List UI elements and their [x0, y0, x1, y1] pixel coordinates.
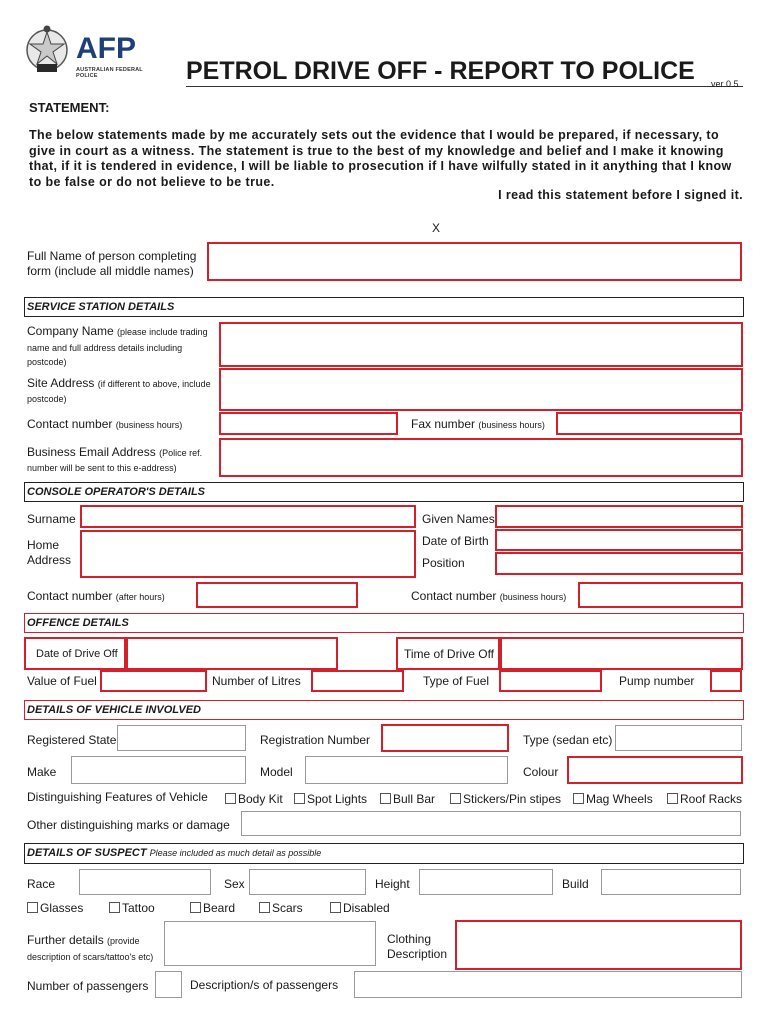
model-input[interactable]	[305, 756, 508, 784]
checkbox-square[interactable]	[294, 793, 305, 804]
race-input[interactable]	[79, 869, 211, 895]
registration-number-input[interactable]	[381, 724, 509, 752]
clothing-label: Clothing	[387, 932, 432, 946]
scars-label: Scars	[272, 901, 303, 915]
home-address-label-2: Address	[27, 553, 72, 567]
logo-subtext: AUSTRALIAN FEDERAL POLICE	[76, 67, 143, 79]
full-name-input[interactable]	[207, 242, 742, 281]
contact-number-note: (business hours)	[115, 420, 183, 430]
date-of-drive-off-label: Date of Drive Off	[36, 648, 118, 660]
company-name-note-3: postcode)	[27, 357, 67, 367]
disabled-label: Disabled	[343, 901, 390, 915]
stickers-checkbox[interactable]	[450, 792, 561, 806]
surname-input[interactable]	[80, 505, 416, 528]
body-kit-checkbox[interactable]	[225, 792, 283, 806]
spot-lights-checkbox[interactable]	[294, 792, 367, 806]
position-input[interactable]	[495, 552, 743, 575]
statement-read-line: I read this statement before I signed it.	[498, 188, 743, 202]
time-of-drive-off-input[interactable]	[500, 637, 743, 670]
contact-after-hours-label	[27, 589, 165, 604]
beard-checkbox[interactable]	[190, 901, 235, 915]
position-label: Position	[422, 556, 465, 570]
checkbox-square[interactable]	[380, 793, 391, 804]
site-address-note: (if different to above, include	[97, 379, 211, 389]
registration-number-label: Registration Number	[260, 733, 371, 747]
home-address-label: Home	[27, 538, 60, 552]
make-label: Make	[27, 765, 57, 779]
contact-business-hours-text: Contact number	[411, 589, 497, 603]
value-of-fuel-input[interactable]	[100, 670, 207, 692]
model-label: Model	[260, 765, 293, 779]
checkbox-square[interactable]	[259, 902, 270, 913]
signature-mark: X	[432, 221, 441, 235]
console-operator-heading: CONSOLE OPERATOR'S DETAILS	[24, 482, 744, 502]
body-kit-label: Body Kit	[238, 792, 283, 806]
clothing-input[interactable]	[455, 920, 742, 970]
fax-number-note: (business hours)	[478, 420, 545, 430]
number-of-litres-input[interactable]	[311, 670, 404, 692]
contact-after-hours-note: (after hours)	[115, 592, 165, 602]
offence-heading: OFFENCE DETAILS	[24, 613, 744, 633]
further-details-text: Further details	[27, 933, 104, 947]
home-address-input[interactable]	[80, 530, 416, 578]
date-of-drive-off-input[interactable]	[126, 637, 338, 670]
beard-label: Beard	[203, 901, 236, 915]
contact-after-hours-text: Contact number	[27, 589, 113, 603]
contact-after-hours-input[interactable]	[196, 582, 358, 608]
bull-bar-checkbox[interactable]	[380, 792, 435, 806]
other-marks-label: Other distinguishing marks or damage	[27, 818, 230, 832]
checkbox-square[interactable]	[330, 902, 341, 913]
mag-wheels-label: Mag Wheels	[586, 792, 653, 806]
colour-label: Colour	[523, 765, 559, 779]
passenger-description-input[interactable]	[354, 971, 742, 998]
bull-bar-label: Bull Bar	[393, 792, 436, 806]
site-address-note-2: postcode)	[27, 394, 67, 404]
registered-state-input[interactable]	[117, 725, 246, 751]
checkbox-square[interactable]	[573, 793, 584, 804]
checkbox-square[interactable]	[667, 793, 678, 804]
contact-number-label	[27, 417, 182, 432]
further-details-input[interactable]	[164, 921, 376, 966]
build-input[interactable]	[601, 869, 741, 895]
company-name-note-2: name and full address details including	[27, 343, 183, 353]
time-of-drive-off-label: Time of Drive Off	[404, 647, 495, 661]
value-of-fuel-label: Value of Fuel	[27, 674, 97, 688]
vehicle-heading: DETAILS OF VEHICLE INVOLVED	[24, 700, 744, 720]
checkbox-square[interactable]	[27, 902, 38, 913]
type-of-fuel-input[interactable]	[499, 670, 602, 692]
full-name-label-2: form (include all middle names)	[27, 264, 194, 278]
fax-number-label	[411, 417, 545, 432]
company-name-label-text: Company Name	[27, 324, 114, 338]
glasses-label: Glasses	[40, 901, 84, 915]
type-of-fuel-label: Type of Fuel	[423, 674, 490, 688]
roof-racks-checkbox[interactable]	[667, 792, 742, 806]
height-input[interactable]	[419, 869, 553, 895]
glasses-checkbox[interactable]	[27, 901, 83, 915]
afp-crest-icon	[24, 24, 70, 78]
surname-label: Surname	[27, 512, 76, 526]
business-email-input[interactable]	[219, 438, 743, 477]
passenger-description-label: Description/s of passengers	[190, 978, 339, 992]
race-label: Race	[27, 877, 56, 891]
pump-number-input[interactable]	[710, 670, 742, 692]
business-email-note: (Police ref.	[159, 448, 203, 458]
scars-checkbox[interactable]	[259, 901, 303, 915]
statement-body: The below statements made by me accurately sets out the evidence that I would be prepared, if necessary, to give in court as a witness. The statement is true to the best of my knowledge and belief and I make it knowing that, if it is tendered in evidence, I will be liable to prosecution if I have wilfully stated in it anything that I know to be false or do not believe to be true.	[29, 128, 732, 189]
mag-wheels-checkbox[interactable]	[573, 792, 653, 806]
make-input[interactable]	[71, 756, 246, 784]
sex-input[interactable]	[249, 869, 366, 895]
logo-text: AFP	[76, 32, 136, 65]
site-address-label-text: Site Address	[27, 376, 95, 390]
registered-state-label: Registered State	[27, 733, 117, 747]
height-label: Height	[375, 877, 410, 891]
business-email-label-text: Business Email Address	[27, 445, 156, 459]
contact-business-hours-label	[411, 589, 566, 604]
number-of-litres-label: Number of Litres	[212, 674, 301, 688]
pump-number-label: Pump number	[619, 674, 695, 688]
roof-racks-label: Roof Racks	[680, 792, 743, 806]
fax-number-label-text: Fax number	[411, 417, 476, 431]
contact-number-input[interactable]	[219, 412, 398, 435]
distinguishing-features-label: Distinguishing Features of Vehicle	[27, 790, 208, 804]
colour-input[interactable]	[567, 756, 743, 784]
suspect-heading-text: DETAILS OF SUSPECT	[27, 847, 147, 859]
contact-number-label-text: Contact number	[27, 417, 113, 431]
suspect-heading-note: Please included as much detail as possible	[149, 848, 322, 858]
checkbox-square[interactable]	[109, 902, 120, 913]
business-email-label	[27, 445, 202, 460]
business-email-note-2: number will be sent to this e-address)	[27, 463, 177, 473]
further-details-label	[27, 933, 140, 948]
title-underline	[186, 86, 743, 87]
company-name-label	[27, 324, 208, 339]
checkbox-square[interactable]	[190, 902, 201, 913]
given-names-label: Given Names	[422, 512, 495, 526]
afp-logo	[24, 24, 159, 80]
further-details-note-2: description of scars/tattoo's etc)	[27, 952, 154, 962]
checkbox-square[interactable]	[450, 793, 461, 804]
tattoo-checkbox[interactable]	[109, 901, 155, 915]
company-name-input[interactable]	[219, 322, 743, 367]
contact-business-hours-note: (business hours)	[499, 592, 567, 602]
other-marks-input[interactable]	[241, 811, 741, 836]
checkbox-square[interactable]	[225, 793, 236, 804]
suspect-heading	[24, 843, 744, 864]
service-station-heading: SERVICE STATION DETAILS	[24, 297, 744, 317]
contact-business-hours-input[interactable]	[578, 582, 743, 608]
full-name-label: Full Name of person completing	[27, 249, 197, 263]
fax-number-input[interactable]	[556, 412, 742, 435]
vehicle-type-input[interactable]	[615, 725, 742, 751]
company-name-note: (please include trading	[117, 327, 208, 337]
given-names-input[interactable]	[495, 505, 743, 528]
statement-heading: STATEMENT:	[29, 100, 110, 115]
stickers-label: Stickers/Pin stipes	[463, 792, 562, 806]
vehicle-type-label: Type (sedan etc)	[523, 733, 613, 747]
version-label: ver 0.5	[711, 79, 739, 89]
spot-lights-label: Spot Lights	[307, 792, 368, 806]
date-of-birth-label: Date of Birth	[422, 534, 489, 548]
disabled-checkbox[interactable]	[330, 901, 390, 915]
sex-label: Sex	[224, 877, 245, 891]
page-title: PETROL DRIVE OFF - REPORT TO POLICE	[186, 57, 695, 85]
site-address-input[interactable]	[219, 368, 743, 411]
number-of-passengers-input[interactable]	[155, 971, 182, 998]
clothing-label-2: Description	[387, 947, 448, 961]
build-label: Build	[562, 877, 589, 891]
tattoo-label: Tattoo	[122, 901, 155, 915]
further-details-note: (provide	[107, 936, 140, 946]
number-of-passengers-label: Number of passengers	[27, 979, 149, 993]
site-address-label	[27, 376, 211, 391]
date-of-birth-input[interactable]	[495, 529, 743, 551]
